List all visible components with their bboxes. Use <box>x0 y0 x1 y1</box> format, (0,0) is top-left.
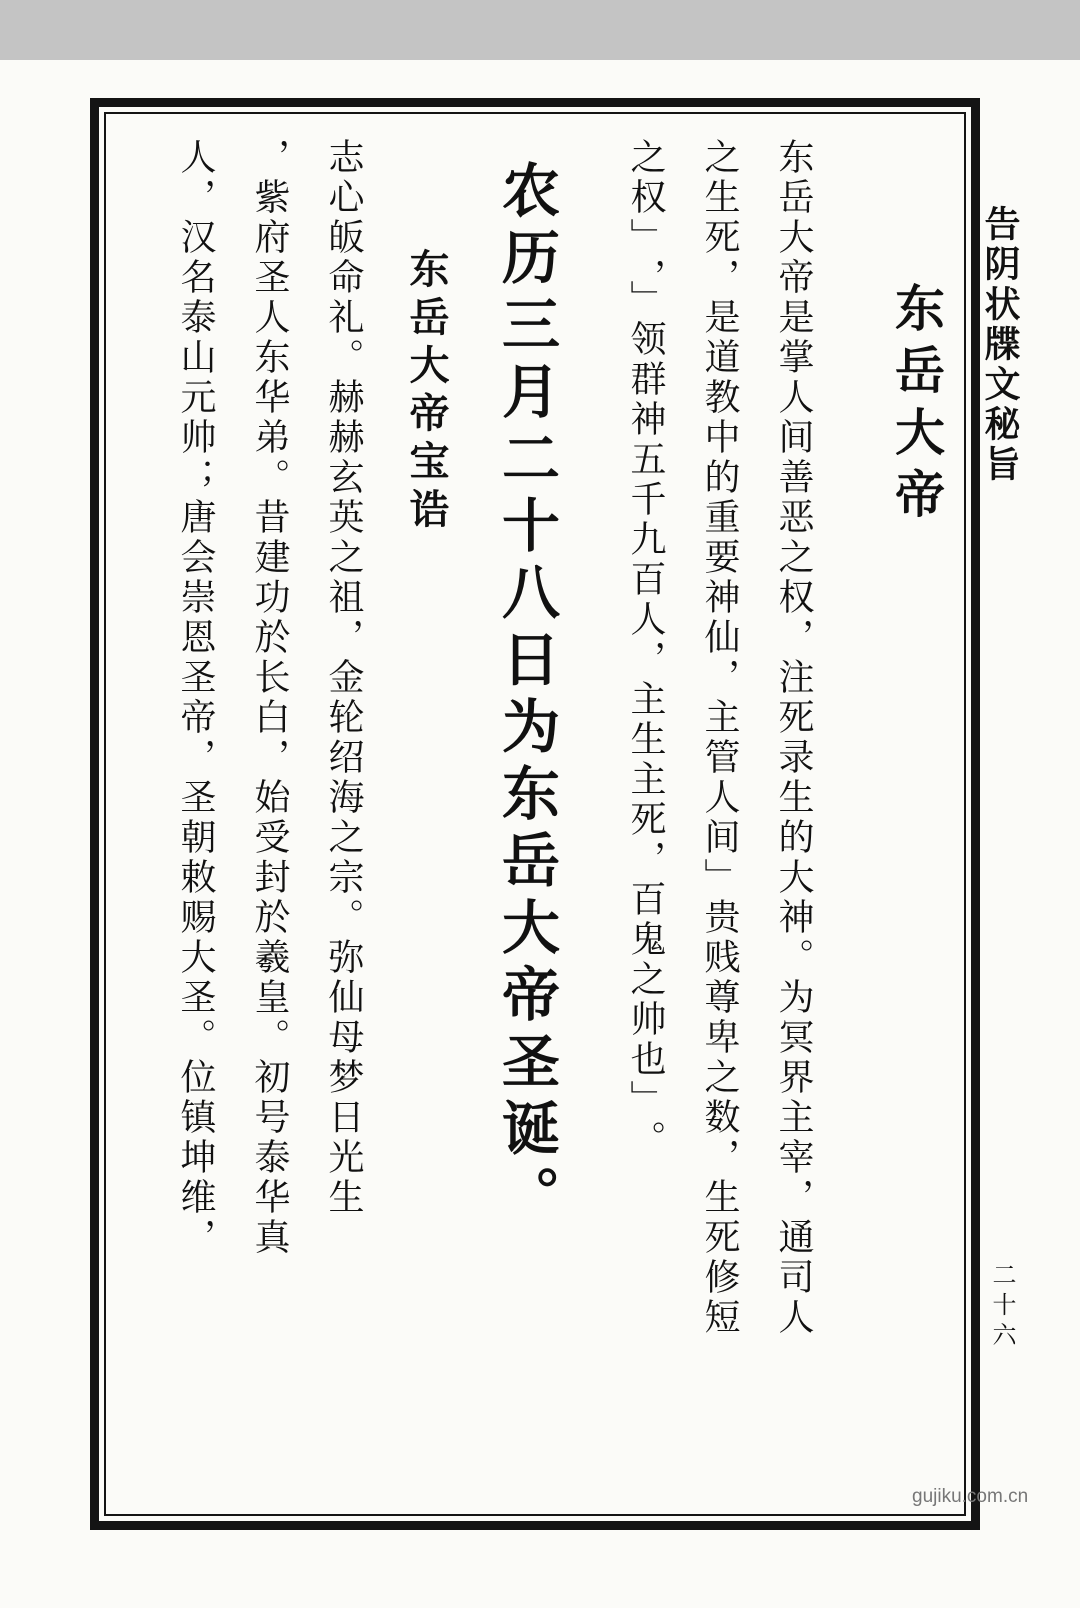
text-column-6: 志心皈命礼。赫赫玄英之祖，金轮绍海之宗。弥仙母梦日光生 <box>323 138 364 1218</box>
text-column-3: 之权﹂，﹂领群神五千九百人，主生主死，百鬼之帅也﹂。 <box>625 138 666 1160</box>
birthday-date-column: 农历三月二十八日为东岳大帝圣诞。 <box>492 160 560 1232</box>
book-title-header: 告阴状牒文秘旨 <box>979 205 1021 485</box>
text-column-8: 人，汉名泰山元帅；唐会崇恩圣帝，圣朝敕赐大圣。位镇坤维， <box>175 138 216 1258</box>
text-column-7: ，紫府圣人东华弟。昔建功於长白，始受封於羲皇。初号泰华真 <box>249 138 290 1258</box>
text-column-1: 东岳大帝是掌人间善恶之权，注死录生的大神。为冥界主宰，通司人 <box>773 138 814 1338</box>
text-column-2: 之生死，是道教中的重要神仙，主管人间﹂贵贱尊卑之数，生死修短 <box>699 138 740 1338</box>
site-watermark: gujiku.com.cn <box>912 1486 1029 1507</box>
top-gray-bar <box>0 0 1080 60</box>
sub-title-baogao: 东岳大帝宝诰 <box>403 248 450 536</box>
page-number: 二十六 <box>988 1262 1016 1352</box>
section-title: 东岳大帝 <box>887 282 946 530</box>
